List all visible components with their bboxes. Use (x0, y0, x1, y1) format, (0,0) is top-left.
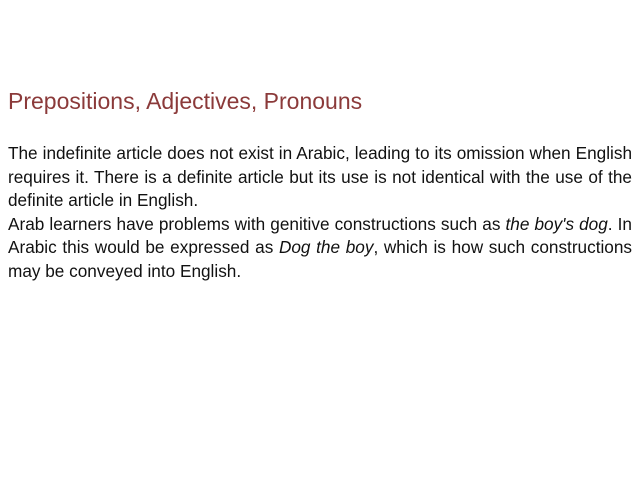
paragraph-text-2: . In Arabic this would be expressed as (8, 213, 632, 258)
slide-title: Prepositions, Adjectives, Pronouns (8, 88, 363, 114)
slide-body (8, 142, 632, 284)
paragraph-text-1: Arab learners have problems with genitive constructions such as (8, 213, 506, 234)
example-arabic-order: Dog the boy (278, 237, 374, 258)
paragraph-text-3: , which is how such constructions may be conveyed into English. (8, 237, 633, 281)
paragraph-indefinite-article: The indefinite article does not exist in Arabic, leading to its omission when English requires it. There is a definite article but its use is not identical with the use of the definite article in English. (8, 143, 632, 211)
example-english-genitive: the boy's dog (505, 213, 608, 234)
paragraph-genitive-constructions (8, 213, 632, 284)
